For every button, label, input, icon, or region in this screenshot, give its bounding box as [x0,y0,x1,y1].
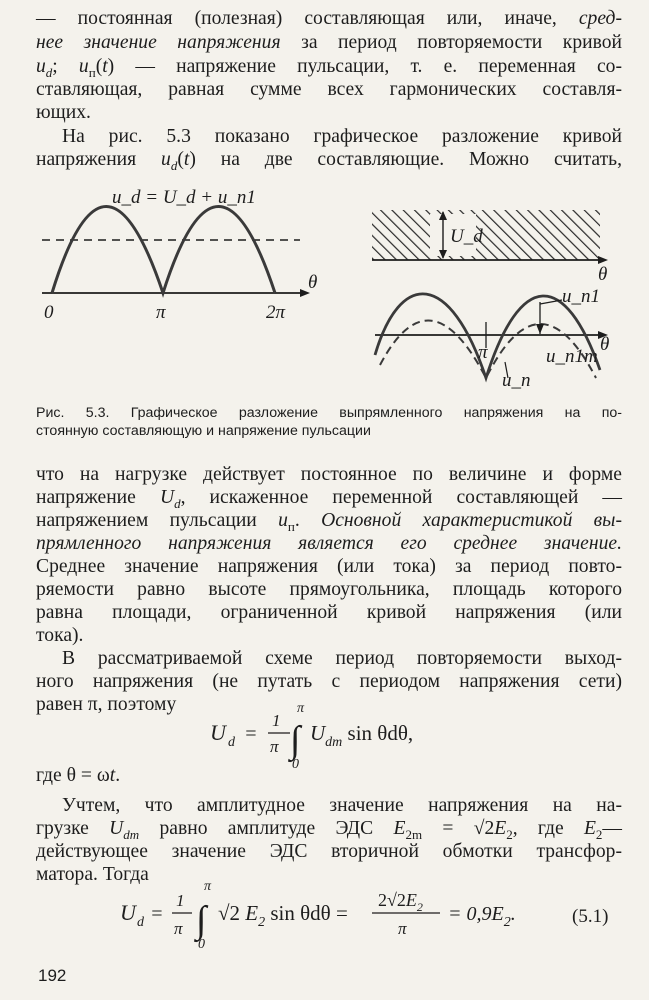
tick-0: 0 [44,302,54,323]
label-un: u_п [502,370,531,391]
tick-pi: π [156,302,166,323]
right-tick-pi: π [478,342,488,363]
text-line-2: нее значение напряжения за период повторяемости кривой [36,32,623,53]
text-line-6: На рис. 5.3 показано графическое разложение кривой [62,126,622,147]
f2-num: 1 [176,891,185,910]
text-line-18: равен π, поэтому [36,694,177,715]
f2-ud: U [120,900,136,925]
left-axis-theta-label: θ [308,272,318,293]
f1-body: $U_{dm}$ sin θdθ, [310,721,414,750]
text-line-7: напряжения $u_d(t)$ на две составляющие. Можно считать, [36,149,622,173]
f2-body: √2 $E_2$ sin θdθ = [218,901,348,930]
text-line-13: ряемости равно высоте прямоугольника, площадь которого [36,579,622,600]
right-top-theta-label: θ [598,264,608,285]
f2-result: = $0,9E_2$. [448,903,516,930]
f1-lower: 0 [292,757,299,772]
figure-caption-line-2: стоянную составляющую и напряжение пульсации [36,423,371,439]
text-line-19: где θ = ωt. [36,765,121,786]
text-line-17: ного напряжения (не путать с периодом напряжения сети) [36,671,622,692]
text-line-20: Учтем, что амплитудное значение напряжения на на- [62,795,622,816]
text-line-14: равна площади, ограниченной кривой напряжения (или [36,602,622,623]
text-line-12: Среднее значение напряжения (или тока) за период повто- [36,556,622,577]
f2-ud-sub: d [137,915,144,930]
equation-number: (5.1) [572,906,609,927]
text-line-21: грузке $U_{dm}$ равно амплитуде ЭДС $E_{2m} = √2E_2$, где $E_2—$ [36,818,622,842]
f2-den2: π [398,919,407,938]
text-line-10: напряжением пульсации $u_п$. Основной характеристикой вы- [36,510,622,534]
f1-ud: U [210,720,226,745]
f2-num2: $2√2E_2$ [378,890,423,914]
right-bottom-theta-label: θ [600,334,610,355]
label-un1m: u_п1m [546,346,598,367]
f2-integral-icon: ∫ [196,899,207,941]
text-line-9: напряжение $U_d$, искаженное переменной составляющей — [36,487,623,511]
text-line-11: прямленного напряжения является его среднее значение. [36,533,622,554]
page-number: 192 [38,966,67,985]
text-line-16: В рассматриваемой схеме период повторяемости выход- [62,648,622,669]
tick-2pi: 2π [266,302,286,323]
text-line-22: действующее значение ЭДС вторичной обмотки трансфор- [36,841,622,862]
text-line-1: — постоянная (полезная) составляющая или, иначе, сред- [36,8,622,29]
text-line-3: $u_d$; $u_п(t)$ — напряжение пульсации, т. е. переменная со- [36,56,623,80]
text-line-23: матора. Тогда [36,864,149,885]
f1-num: 1 [272,711,281,730]
label-un1: u_п1 [562,286,600,307]
f1-upper: π [297,701,305,716]
f2-upper: π [204,879,212,894]
f1-eq: = [244,723,258,745]
label-ud: U_d [450,226,483,247]
f1-ud-sub: d [228,735,235,750]
text-line-4: ставляющая, равная сумме всех гармонических составля- [36,79,622,100]
text-line-5: ющих. [36,102,91,123]
f1-integral-icon: ∫ [290,719,301,761]
text-line-15: тока). [36,625,84,646]
text-line-8: что на нагрузке действует постоянное по величине и форме [36,464,622,485]
f2-eq1: = [150,903,164,925]
left-plot-title: u_d = U_d + u_п1 [112,187,256,208]
figure-caption-line-1: Рис. 5.3. Графическое разложение выпрямленного напряжения на по- [36,405,622,421]
f2-den: π [174,919,183,938]
f2-lower: 0 [198,937,205,952]
f1-den: π [270,737,279,756]
